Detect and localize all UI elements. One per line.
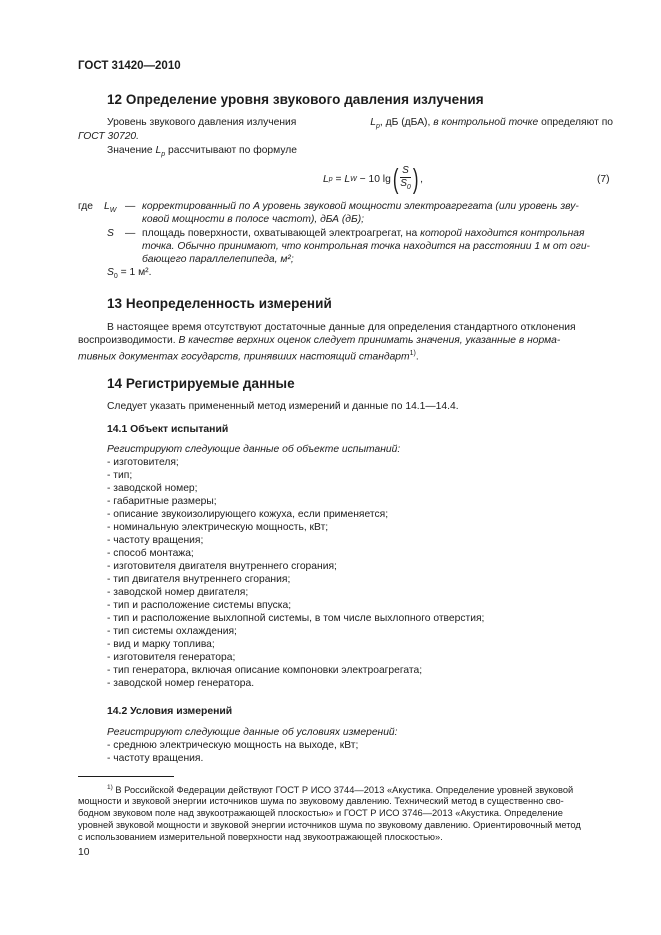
s12-p1-symbol: L (370, 117, 376, 128)
s12-p1-symbol-group (370, 116, 613, 133)
list-item: - изготовителя генератора; (107, 652, 236, 663)
s12-p1-continuation: ГОСТ 30720. (78, 131, 140, 142)
s12-p1-text: Уровень звукового давления излучения (107, 117, 297, 128)
list-item: - габаритные размеры; (107, 496, 217, 507)
fraction-numerator: S (402, 164, 409, 176)
list-item: - способ монтажа; (107, 548, 194, 559)
def-s0 (107, 266, 151, 283)
def-lw-sym: L (104, 201, 110, 212)
list-item: - тип; (107, 470, 133, 481)
formula-end: , (420, 173, 424, 185)
s13-line-1: В настоящее время отсутствуют достаточные данные для определения стандартного отклонения (107, 322, 576, 333)
def-s-line-1 (142, 227, 585, 240)
def-lw-sub: W (109, 207, 117, 215)
s13-line-3-end: . (415, 351, 419, 363)
def-s0-sub: 0 (113, 273, 118, 281)
s13-line-2 (78, 334, 560, 347)
s142-list (107, 739, 358, 765)
footnote-line-3: бодном звуковом поле над звукоотражающей плоскостью» и ГОСТ Р ИСО 3746—2013 «Акустика. Определение (78, 808, 563, 818)
s12-p1-unit: , дБ (дБА), (379, 117, 434, 128)
footnote-line-4: уровней звуковой мощности и звуковой энергии источников шума по звуковому давлению. Ориентировочный метод (78, 820, 581, 830)
s142-title: 14.2 Условия измерений (107, 706, 233, 717)
def-s-line-1-text: площадь поверхности, охватывающей электроагрегат, на (142, 228, 421, 239)
list-item: - тип двигателя внутреннего сгорания; (107, 574, 291, 585)
list-item: - частоту вращения; (107, 535, 204, 546)
def-lw-line-2: ковой мощности в полосе частот), дБА (дБ); (142, 214, 364, 225)
s142-lead: Регистрируют следующие данные об условиях измерений: (107, 727, 398, 738)
footnote-line-5: с использованием измерительной поверхности над звукоотражающей плоскостью». (78, 832, 443, 842)
s12-p2-symbol: L (155, 145, 162, 156)
list-item: - среднюю электрическую мощность на выходе, кВт; (107, 740, 359, 751)
s141-title: 14.1 Объект испытаний (107, 424, 229, 435)
def-lw-line-1: корректированный по A уровень звуковой мощности электроагрегата (или уровень зву- (142, 201, 579, 212)
section-12-title: 12 Определение уровня звукового давления излучения (107, 92, 484, 107)
list-item: - тип и расположение выхлопной системы, в том числе выхлопного отверстия; (107, 613, 485, 624)
def-s-line-1-italic: которой находится контрольная (420, 228, 585, 239)
list-item: - тип и расположение системы впуска; (107, 600, 292, 611)
formula-number: (7) (597, 174, 610, 185)
footnote-divider (78, 776, 174, 777)
s14-intro: Следует указать примененный метод измерений и данные по 14.1—14.4. (107, 401, 459, 412)
def-s0-value: = 1 м². (117, 267, 152, 278)
section-13-title: 13 Неопределенность измерений (107, 296, 332, 311)
footnote-line-1-text: В Российской Федерации действуют ГОСТ Р ИСО 3744—2013 «Акустика. Определение уровней звуковой (112, 785, 574, 796)
where-label: где (78, 201, 94, 212)
page-number: 10 (78, 847, 90, 858)
left-paren-icon: ( (392, 163, 399, 194)
footnote-ref: 1) (409, 350, 416, 357)
list-item: - заводской номер двигателя; (107, 587, 249, 598)
footnote-line-2: мощности и звуковой энергии источников шума по звуковому давлению. Технический метод в существенно сво- (78, 796, 564, 806)
fraction-denominator (400, 178, 411, 194)
list-item: - номинальную электрическую мощность, кВт; (107, 522, 329, 533)
s13-line-2-italic: В качестве верхних оценок следует принимать значения, указанные в норма- (178, 335, 561, 346)
s13-line-3-italic: тивных документах государств, принявших настоящий стандарт (78, 351, 410, 363)
footnote-line-1 (107, 782, 573, 796)
def-lw-symbol (104, 200, 116, 217)
s12-p1-italic: в контрольной точке (433, 117, 539, 128)
denominator-sub: 0 (406, 183, 411, 191)
list-item: - изготовителя двигателя внутреннего сгорания; (107, 561, 337, 572)
section-14-title: 14 Регистрируемые данные (107, 376, 295, 391)
footnote-mark: 1) (107, 784, 113, 791)
formula-7 (323, 162, 423, 196)
denominator-symbol: S (400, 177, 407, 189)
right-paren-icon: ) (412, 163, 419, 194)
s12-p2-sub: p (161, 151, 166, 159)
s13-line-3 (78, 347, 419, 363)
s141-list (107, 456, 484, 690)
list-item: - частоту вращения. (107, 753, 204, 764)
formula-equals: = (332, 173, 345, 185)
s12-p2-text-b: рассчитывают по формуле (165, 145, 297, 156)
formula-lw-sub: W (350, 175, 357, 183)
list-item: - изготовителя; (107, 457, 179, 468)
def-s-dash: — (125, 228, 136, 239)
s12-p1-end: определяют по (538, 117, 613, 128)
list-item: - описание звукоизолирующего кожуха, если применяется; (107, 509, 389, 520)
list-item: - заводской номер; (107, 483, 198, 494)
document-code: ГОСТ 31420—2010 (78, 60, 181, 72)
formula-mid: − 10 lg (356, 173, 391, 185)
list-item: - вид и марку топлива; (107, 639, 215, 650)
s12-p1-sub: p (375, 123, 380, 131)
s13-line-2-text: воспроизводимости. (78, 335, 179, 346)
list-item: - заводской номер генератора. (107, 678, 255, 689)
s12-paragraph-2 (107, 144, 297, 161)
def-s-symbol: S (107, 228, 114, 239)
formula-fraction (400, 165, 411, 194)
def-s-line-3: бающего параллелепипеда, м²; (142, 254, 294, 265)
formula-lhs: L (323, 173, 329, 185)
def-lw-dash: — (125, 201, 136, 212)
s12-p2-text-a: Значение (107, 145, 156, 156)
list-item: - тип генератора, включая описание компоновки электроагрегата; (107, 665, 423, 676)
def-s-line-2: точка. Обычно принимают, что контрольная точка находится на расстоянии 1 м от оги- (142, 241, 590, 252)
def-s0-sym: S (107, 267, 114, 278)
s141-lead: Регистрируют следующие данные об объекте испытаний: (107, 444, 401, 455)
formula-lhs-sub: p (328, 175, 333, 183)
formula-lw: L (344, 173, 351, 185)
s12-paragraph-1 (107, 116, 613, 133)
list-item: - тип системы охлаждения; (107, 626, 237, 637)
